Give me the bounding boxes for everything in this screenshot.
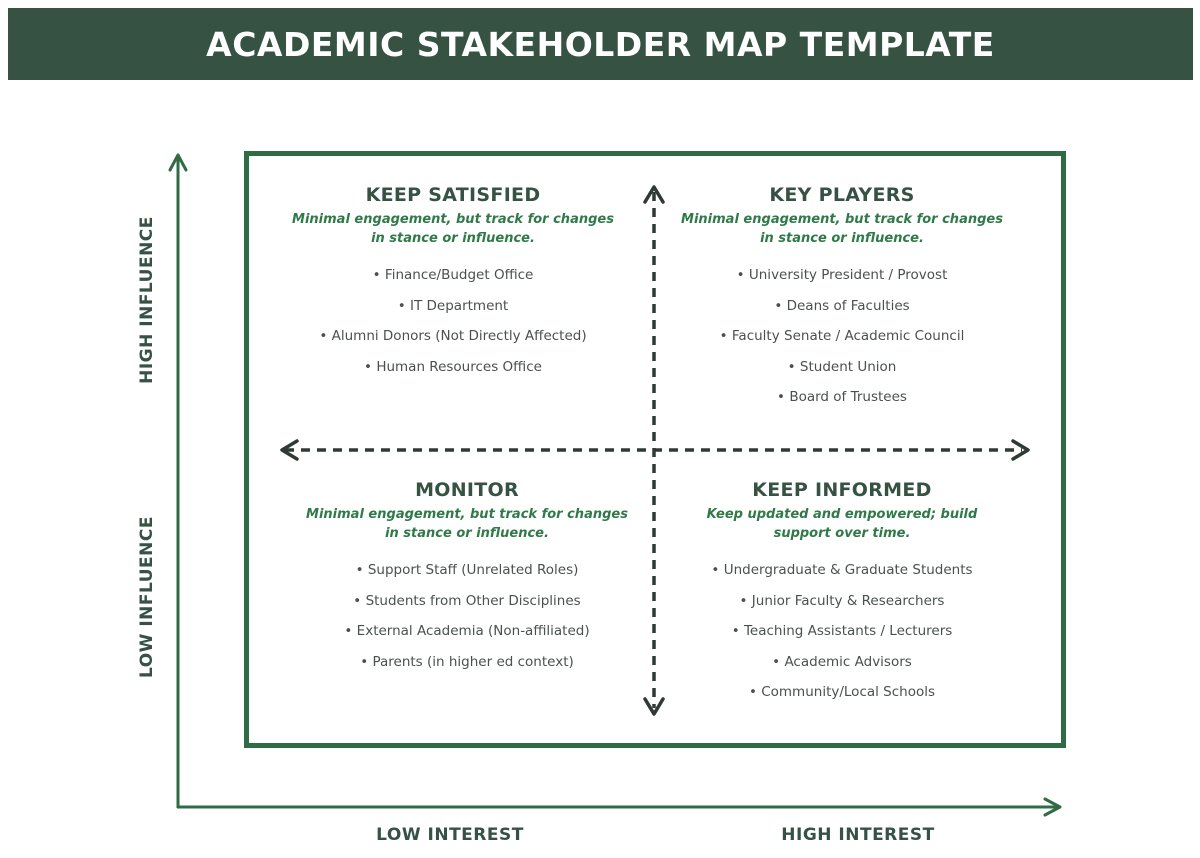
list-item: • Community/Local Schools xyxy=(632,677,1052,708)
list-item: • University President / Provost xyxy=(632,260,1052,291)
y-axis-label-high: HIGH INFLUENCE xyxy=(137,216,157,384)
list-item: • Teaching Assistants / Lecturers xyxy=(632,616,1052,647)
quadrant-subtitle: Minimal engagement, but track for changes in stance or influence. xyxy=(306,507,628,541)
list-item: • Board of Trustees xyxy=(632,382,1052,413)
stakeholder-list xyxy=(257,555,677,677)
stakeholder-list xyxy=(632,555,1052,708)
quadrant-monitor xyxy=(257,479,677,677)
list-item: • Academic Advisors xyxy=(632,647,1052,678)
quadrant-title: MONITOR xyxy=(415,479,519,501)
x-axis-label-low: LOW INTEREST xyxy=(376,825,524,845)
quadrant-subtitle: Minimal engagement, but track for changes in stance or influence. xyxy=(292,212,614,246)
list-item: • Students from Other Disciplines xyxy=(257,586,677,617)
quadrant-title: KEEP INFORMED xyxy=(752,479,932,501)
quadrant-title: KEY PLAYERS xyxy=(769,184,915,206)
list-item: • Undergraduate & Graduate Students xyxy=(632,555,1052,586)
quadrant-key-players xyxy=(632,184,1052,413)
list-item: • Parents (in higher ed context) xyxy=(257,647,677,678)
y-axis xyxy=(170,155,186,808)
quadrant-title: KEEP SATISFIED xyxy=(365,184,541,206)
stakeholder-list xyxy=(632,260,1052,413)
y-axis-label-low: LOW INFLUENCE xyxy=(137,516,157,678)
list-item: • Junior Faculty & Researchers xyxy=(632,586,1052,617)
quadrant-keep-satisfied xyxy=(243,184,663,382)
list-item: • IT Department xyxy=(243,291,663,322)
list-item: • Finance/Budget Office xyxy=(243,260,663,291)
quadrant-subtitle: Minimal engagement, but track for changes in stance or influence. xyxy=(681,212,1003,246)
list-item: • Alumni Donors (Not Directly Affected) xyxy=(243,321,663,352)
stakeholder-list xyxy=(243,260,663,382)
quadrant-subtitle: Keep updated and empowered; build support over time. xyxy=(706,507,978,541)
list-item: • External Academia (Non-affiliated) xyxy=(257,616,677,647)
x-axis xyxy=(177,799,1060,815)
page-title: ACADEMIC STAKEHOLDER MAP TEMPLATE xyxy=(206,24,995,64)
list-item: • Faculty Senate / Academic Council xyxy=(632,321,1052,352)
list-item: • Deans of Faculties xyxy=(632,291,1052,322)
list-item: • Student Union xyxy=(632,352,1052,383)
quadrant-keep-informed xyxy=(632,479,1052,708)
list-item: • Human Resources Office xyxy=(243,352,663,383)
x-axis-label-high: HIGH INTEREST xyxy=(781,825,935,845)
list-item: • Support Staff (Unrelated Roles) xyxy=(257,555,677,586)
